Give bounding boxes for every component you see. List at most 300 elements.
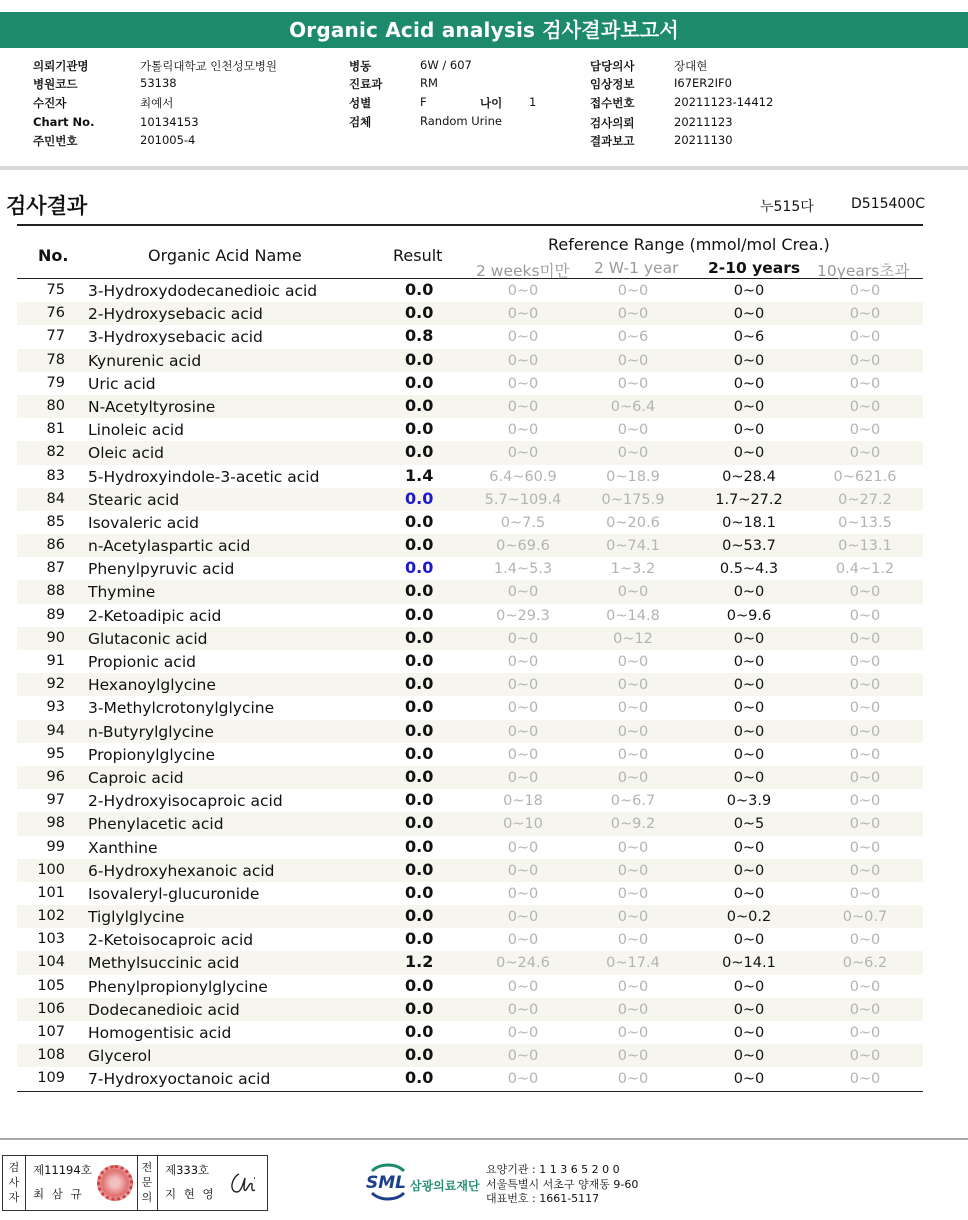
range-neonate: 0~0 <box>507 306 539 323</box>
table-row <box>17 836 923 859</box>
result-value: 1.2 <box>405 952 434 972</box>
range-infant: 0~6.7 <box>610 793 656 810</box>
acid-name: 2-Ketoisocaproic acid <box>88 931 254 950</box>
range-adult: 0~0 <box>849 1071 881 1088</box>
range-infant: 0~0 <box>617 839 649 856</box>
info-label: 의뢰기관명 <box>33 59 89 73</box>
range-adult: 0~0 <box>849 306 881 323</box>
range-adult: 0~0 <box>849 723 881 740</box>
range-neonate: 0~0 <box>507 978 539 995</box>
range-adult: 0~0 <box>849 654 881 670</box>
acid-name: Isovaleryl-glucuronide <box>88 884 260 903</box>
result-value: 0.0 <box>405 720 434 740</box>
range-child: 0~14.1 <box>722 955 776 972</box>
result-table <box>17 224 923 1092</box>
acid-name: Uric acid <box>88 374 156 393</box>
range-child: 0~0 <box>733 1071 765 1088</box>
range-child: 0~0 <box>733 283 765 299</box>
range-child: 0~0 <box>733 445 765 462</box>
range-neonate: 0~0 <box>507 909 539 926</box>
info-value: F <box>420 95 427 109</box>
signature-icon <box>227 1168 261 1198</box>
org-address <box>486 1163 638 1207</box>
range-child: 0~0 <box>733 630 765 647</box>
table-row <box>17 279 923 302</box>
range-child: 0~28.4 <box>722 468 776 485</box>
range-adult: 0~0 <box>849 700 881 717</box>
range-adult: 0~621.6 <box>833 468 897 485</box>
table-row <box>17 580 923 603</box>
range-child: 0~0 <box>733 584 765 601</box>
age-value: 1 <box>529 95 537 109</box>
range-infant: 0~175.9 <box>601 491 665 508</box>
range-neonate: 0~69.6 <box>496 538 550 555</box>
result-value: 0.0 <box>405 674 434 694</box>
range-adult: 0~0 <box>849 375 881 392</box>
info-label: 검체 <box>349 115 372 129</box>
acid-name: Phenylpropionylglycine <box>88 977 268 996</box>
result-value: 0.0 <box>405 511 434 531</box>
acid-name: Methylsuccinic acid <box>88 954 240 973</box>
row-number: 86 <box>46 537 65 554</box>
header-result: Result <box>393 246 443 265</box>
examiner-name: 최 삼 규 <box>33 1187 84 1201</box>
range-neonate: 0~0 <box>507 584 539 601</box>
range-infant: 0~0 <box>617 700 649 717</box>
range-infant: 0~0 <box>617 978 649 995</box>
table-row <box>17 395 923 418</box>
info-label: 성별 <box>349 96 372 110</box>
result-value: 0.0 <box>405 1068 434 1088</box>
table-row <box>17 696 923 719</box>
table-row <box>17 975 923 998</box>
table-row <box>17 441 923 464</box>
info-value: 6W / 607 <box>420 58 472 72</box>
table-row <box>17 1067 923 1090</box>
range-child: 0~0 <box>733 1025 765 1041</box>
row-number: 106 <box>37 1000 65 1017</box>
row-number: 109 <box>37 1070 65 1087</box>
acid-name: Linoleic acid <box>88 421 185 440</box>
result-value: 0.0 <box>405 372 434 392</box>
table-row <box>17 882 923 905</box>
table-row <box>17 812 923 835</box>
row-number: 96 <box>46 768 65 785</box>
acid-name: 6-Hydroxyhexanoic acid <box>88 861 275 880</box>
range-child: 0~6 <box>733 329 765 346</box>
range-adult: 0~0 <box>849 422 881 439</box>
range-neonate: 0~0 <box>507 723 539 740</box>
range-neonate: 1.4~5.3 <box>493 561 553 578</box>
range-child: 0~0 <box>733 1001 765 1018</box>
result-value: 0.0 <box>405 975 434 995</box>
table-row <box>17 488 923 511</box>
range-adult: 0~0 <box>849 607 881 624</box>
table-row <box>17 1044 923 1067</box>
range-infant: 0~0 <box>617 283 649 299</box>
test-code: 누515다 <box>760 199 814 215</box>
result-value: 0.0 <box>405 1022 434 1041</box>
row-number: 97 <box>46 792 65 809</box>
range-infant: 0~18.9 <box>606 468 660 485</box>
range-child: 0~0 <box>733 306 765 323</box>
range-infant: 0~0 <box>617 769 649 786</box>
range-infant: 0~20.6 <box>606 514 660 531</box>
range-infant: 0~0 <box>617 352 649 369</box>
acid-name: Phenylacetic acid <box>88 815 224 834</box>
result-value: 0.0 <box>405 419 434 439</box>
range-child: 0.5~4.3 <box>719 561 779 578</box>
range-neonate: 5.7~109.4 <box>484 491 562 508</box>
info-value: 장대현 <box>674 59 708 73</box>
acid-name: 2-Hydroxysebacic acid <box>88 305 263 324</box>
result-value: 0.0 <box>405 906 434 926</box>
range-neonate: 0~0 <box>507 932 539 949</box>
row-number: 90 <box>46 629 65 646</box>
result-value: 0.0 <box>405 581 434 601</box>
signature-box <box>2 1155 268 1211</box>
range-child: 0~0 <box>733 723 765 740</box>
acid-name: Glutaconic acid <box>88 629 208 648</box>
range-infant: 1~3.2 <box>610 561 656 578</box>
result-value: 0.0 <box>405 743 434 763</box>
range-neonate: 0~0 <box>507 375 539 392</box>
acid-name: Homogentisic acid <box>88 1024 232 1042</box>
acid-name: Dodecanedioic acid <box>88 1000 240 1019</box>
info-label: Chart No. <box>33 115 95 129</box>
range-child: 0~0 <box>733 677 765 694</box>
table-row <box>17 998 923 1021</box>
row-number: 85 <box>46 513 65 530</box>
range-infant: 0~9.2 <box>610 816 656 833</box>
range-child: 0~0 <box>733 769 765 786</box>
range-neonate: 0~0 <box>507 677 539 694</box>
table-row <box>17 905 923 928</box>
row-number: 82 <box>46 444 65 461</box>
range-adult: 0.4~1.2 <box>835 561 895 578</box>
range-infant: 0~74.1 <box>606 538 660 555</box>
range-child: 0~0 <box>733 352 765 369</box>
info-label: 수진자 <box>33 96 67 110</box>
result-value: 0.0 <box>405 859 434 879</box>
patient-info <box>0 56 968 162</box>
info-label: 임상정보 <box>590 77 635 91</box>
info-label: 주민번호 <box>33 134 78 148</box>
row-number: 81 <box>46 421 65 438</box>
range-infant: 0~0 <box>617 885 649 902</box>
table-row <box>17 557 923 580</box>
range-adult: 0~0 <box>849 885 881 902</box>
examiner-label-text: 검사자 <box>8 1161 20 1204</box>
header-range-neonate: 2 weeks미만 <box>476 262 570 280</box>
table-row <box>17 465 923 488</box>
range-infant: 0~6 <box>617 329 649 346</box>
range-infant: 0~0 <box>617 306 649 323</box>
org-name: 삼광의료재단 <box>410 1179 480 1193</box>
acid-name: 5-Hydroxyindole-3-acetic acid <box>88 467 320 486</box>
acid-name: Propionylglycine <box>88 745 216 764</box>
range-infant: 0~0 <box>617 677 649 694</box>
row-number: 104 <box>37 954 65 971</box>
table-row <box>17 302 923 325</box>
table-bottom-rule <box>17 1091 923 1092</box>
range-adult: 0~0 <box>849 677 881 694</box>
header-reference: Reference Range (mmol/mol Crea.) <box>548 235 830 254</box>
range-neonate: 0~0 <box>507 445 539 462</box>
range-adult: 0~0 <box>849 839 881 856</box>
acid-name: Kynurenic acid <box>88 351 202 370</box>
range-infant: 0~0 <box>617 932 649 949</box>
range-child: 0~18.1 <box>722 514 776 531</box>
info-value: I67ER2IF0 <box>674 76 732 90</box>
range-adult: 0~0 <box>849 352 881 369</box>
range-neonate: 0~10 <box>503 816 543 833</box>
address-line: 요양기관 : 1 1 3 6 5 2 0 0 <box>486 1163 620 1176</box>
range-adult: 0~0 <box>849 584 881 601</box>
range-neonate: 0~0 <box>507 630 539 647</box>
examiner-license: 제11194호 <box>33 1163 92 1177</box>
range-adult: 0~6.2 <box>842 955 888 972</box>
info-value: RM <box>420 76 438 90</box>
row-number: 76 <box>46 305 65 322</box>
range-neonate: 0~29.3 <box>496 607 550 624</box>
acid-name: Propionic acid <box>88 653 196 671</box>
table-row <box>17 325 923 348</box>
result-value: 0.8 <box>405 326 434 346</box>
acid-name: Phenylpyruvic acid <box>88 560 235 579</box>
sml-logo-text: SML <box>366 1173 406 1193</box>
acid-name: Thymine <box>88 583 156 602</box>
range-neonate: 0~0 <box>507 329 539 346</box>
range-child: 0~9.6 <box>726 607 772 624</box>
row-number: 83 <box>46 467 65 484</box>
result-value: 0.0 <box>405 836 434 856</box>
range-neonate: 0~24.6 <box>496 955 550 972</box>
acid-name: Oleic acid <box>88 444 164 463</box>
row-number: 101 <box>37 884 65 901</box>
seal-stamp-icon <box>97 1165 133 1201</box>
examiner-label <box>7 1160 21 1205</box>
range-child: 0~0 <box>733 654 765 670</box>
result-value: 0.0 <box>405 929 434 949</box>
table-row <box>17 673 923 696</box>
row-number: 95 <box>46 745 65 762</box>
range-infant: 0~0 <box>617 445 649 462</box>
range-neonate: 0~0 <box>507 839 539 856</box>
info-value: 20211123 <box>674 115 733 129</box>
range-adult: 0~0 <box>849 329 881 346</box>
result-value: 0.0 <box>405 558 434 578</box>
range-infant: 0~17.4 <box>606 955 660 972</box>
result-value: 0.0 <box>405 303 434 323</box>
acid-name: Isovaleric acid <box>88 513 199 532</box>
range-child: 0~0 <box>733 862 765 879</box>
result-value: 0.0 <box>405 442 434 462</box>
table-row <box>17 789 923 812</box>
specialist-label <box>140 1160 154 1205</box>
range-infant: 0~0 <box>617 909 649 926</box>
table-row <box>17 534 923 557</box>
range-adult: 0~13.5 <box>838 514 892 531</box>
range-neonate: 0~0 <box>507 746 539 763</box>
range-adult: 0~0 <box>849 1025 881 1041</box>
range-infant: 0~0 <box>617 862 649 879</box>
table-row <box>17 859 923 882</box>
result-value: 0.0 <box>405 998 434 1018</box>
row-number: 99 <box>46 838 65 855</box>
info-value: 20211123-14412 <box>674 95 774 109</box>
row-number: 77 <box>46 328 65 345</box>
info-label: 진료과 <box>349 77 383 91</box>
result-value: 0.0 <box>405 535 434 555</box>
range-child: 0~0 <box>733 885 765 902</box>
table-row <box>17 951 923 974</box>
result-value: 0.0 <box>405 882 434 902</box>
table-row <box>17 604 923 627</box>
table-row <box>17 627 923 650</box>
acid-name: 3-Hydroxysebacic acid <box>88 328 263 347</box>
range-neonate: 0~0 <box>507 700 539 717</box>
range-infant: 0~0 <box>617 584 649 601</box>
range-child: 0~0.2 <box>726 909 772 926</box>
info-value: 최예서 <box>140 96 174 110</box>
range-adult: 0~0 <box>849 746 881 763</box>
specialist-label-text: 전문의 <box>141 1161 153 1204</box>
range-child: 0~0 <box>733 932 765 949</box>
range-child: 0~3.9 <box>726 793 772 810</box>
row-number: 80 <box>46 397 65 414</box>
section-divider <box>0 166 968 170</box>
header-range-adult: 10years초과 <box>817 262 910 280</box>
specialist-name: 지 현 영 <box>165 1187 216 1201</box>
acid-name: 2-Ketoadipic acid <box>88 606 222 625</box>
report-title: Organic Acid analysis 검사결과보고서 <box>0 12 968 48</box>
range-adult: 0~13.1 <box>838 538 892 555</box>
address-line: 서울특별시 서초구 양재동 9-60 <box>486 1177 639 1191</box>
result-value: 0.0 <box>405 651 434 670</box>
row-number: 93 <box>46 699 65 716</box>
info-value: Random Urine <box>420 114 502 128</box>
result-value: 0.0 <box>405 349 434 369</box>
acid-name: 3-Methylcrotonylglycine <box>88 699 275 718</box>
table-header <box>17 224 923 279</box>
info-label: 검사의뢰 <box>590 116 635 130</box>
range-infant: 0~0 <box>617 654 649 670</box>
info-value: 53138 <box>140 76 177 90</box>
range-infant: 0~0 <box>617 746 649 763</box>
result-value: 0.0 <box>405 1045 434 1065</box>
result-value: 0.0 <box>405 395 434 415</box>
result-value: 0.0 <box>405 488 434 508</box>
range-neonate: 0~0 <box>507 1025 539 1041</box>
range-adult: 0~0 <box>849 816 881 833</box>
range-adult: 0~0 <box>849 445 881 462</box>
range-adult: 0~0 <box>849 283 881 299</box>
range-infant: 0~0 <box>617 1025 649 1041</box>
range-neonate: 0~0 <box>507 1048 539 1065</box>
row-number: 103 <box>37 931 65 948</box>
result-value: 0.0 <box>405 280 434 299</box>
row-number: 87 <box>46 560 65 577</box>
test-id: D515400C <box>851 196 925 212</box>
row-number: 102 <box>37 908 65 925</box>
table-row <box>17 928 923 951</box>
range-neonate: 0~0 <box>507 352 539 369</box>
range-neonate: 0~0 <box>507 885 539 902</box>
range-infant: 0~0 <box>617 1048 649 1065</box>
acid-name: 3-Hydroxydodecanedioic acid <box>88 282 318 300</box>
range-child: 1.7~27.2 <box>715 491 783 508</box>
info-label: 결과보고 <box>590 134 635 148</box>
range-adult: 0~0 <box>849 932 881 949</box>
info-value: 가톨릭대학교 인천성모병원 <box>140 59 277 73</box>
range-neonate: 0~7.5 <box>500 514 546 531</box>
row-number: 84 <box>46 490 65 507</box>
range-child: 0~0 <box>733 746 765 763</box>
header-name: Organic Acid Name <box>148 246 302 265</box>
acid-name: n-Acetylaspartic acid <box>88 537 251 556</box>
row-number: 92 <box>46 676 65 693</box>
table-row <box>17 766 923 789</box>
range-child: 0~0 <box>733 1048 765 1065</box>
row-number: 100 <box>37 861 65 878</box>
acid-name: Glycerol <box>88 1047 152 1066</box>
result-value: 0.0 <box>405 697 434 717</box>
acid-name: Tiglylglycine <box>88 908 185 927</box>
header-range-infant: 2 W-1 year <box>594 259 679 277</box>
table-row <box>17 720 923 743</box>
range-infant: 0~0 <box>617 1071 649 1088</box>
range-child: 0~0 <box>733 700 765 717</box>
range-neonate: 0~0 <box>507 862 539 879</box>
result-value: 1.4 <box>405 465 434 485</box>
range-infant: 0~0 <box>617 723 649 740</box>
range-child: 0~0 <box>733 398 765 415</box>
row-number: 107 <box>37 1024 65 1040</box>
range-neonate: 0~0 <box>507 654 539 670</box>
range-adult: 0~0 <box>849 862 881 879</box>
table-body <box>17 279 923 1091</box>
range-adult: 0~0 <box>849 1001 881 1018</box>
table-row <box>17 418 923 441</box>
range-infant: 0~6.4 <box>610 398 656 415</box>
range-adult: 0~0 <box>849 769 881 786</box>
divider <box>157 1156 158 1210</box>
range-neonate: 0~0 <box>507 1001 539 1018</box>
acid-name: 2-Hydroxyisocaproic acid <box>88 792 283 811</box>
row-number: 75 <box>46 282 65 298</box>
range-adult: 0~0 <box>849 630 881 647</box>
table-row <box>17 743 923 766</box>
info-label: 담당의사 <box>590 59 635 73</box>
table-row <box>17 650 923 673</box>
row-number: 78 <box>46 351 65 368</box>
header-range-child: 2-10 years <box>708 259 801 277</box>
result-value: 0.0 <box>405 813 434 833</box>
range-infant: 0~12 <box>613 630 653 647</box>
range-adult: 0~0 <box>849 978 881 995</box>
range-adult: 0~0.7 <box>842 909 888 926</box>
acid-name: 7-Hydroxyoctanoic acid <box>88 1070 271 1089</box>
range-child: 0~0 <box>733 978 765 995</box>
row-number: 89 <box>46 606 65 623</box>
acid-name: N-Acetyltyrosine <box>88 397 216 416</box>
range-child: 0~53.7 <box>722 538 776 555</box>
age-label: 나이 <box>480 96 503 110</box>
table-row <box>17 349 923 372</box>
range-child: 0~0 <box>733 422 765 439</box>
result-value: 0.0 <box>405 604 434 624</box>
